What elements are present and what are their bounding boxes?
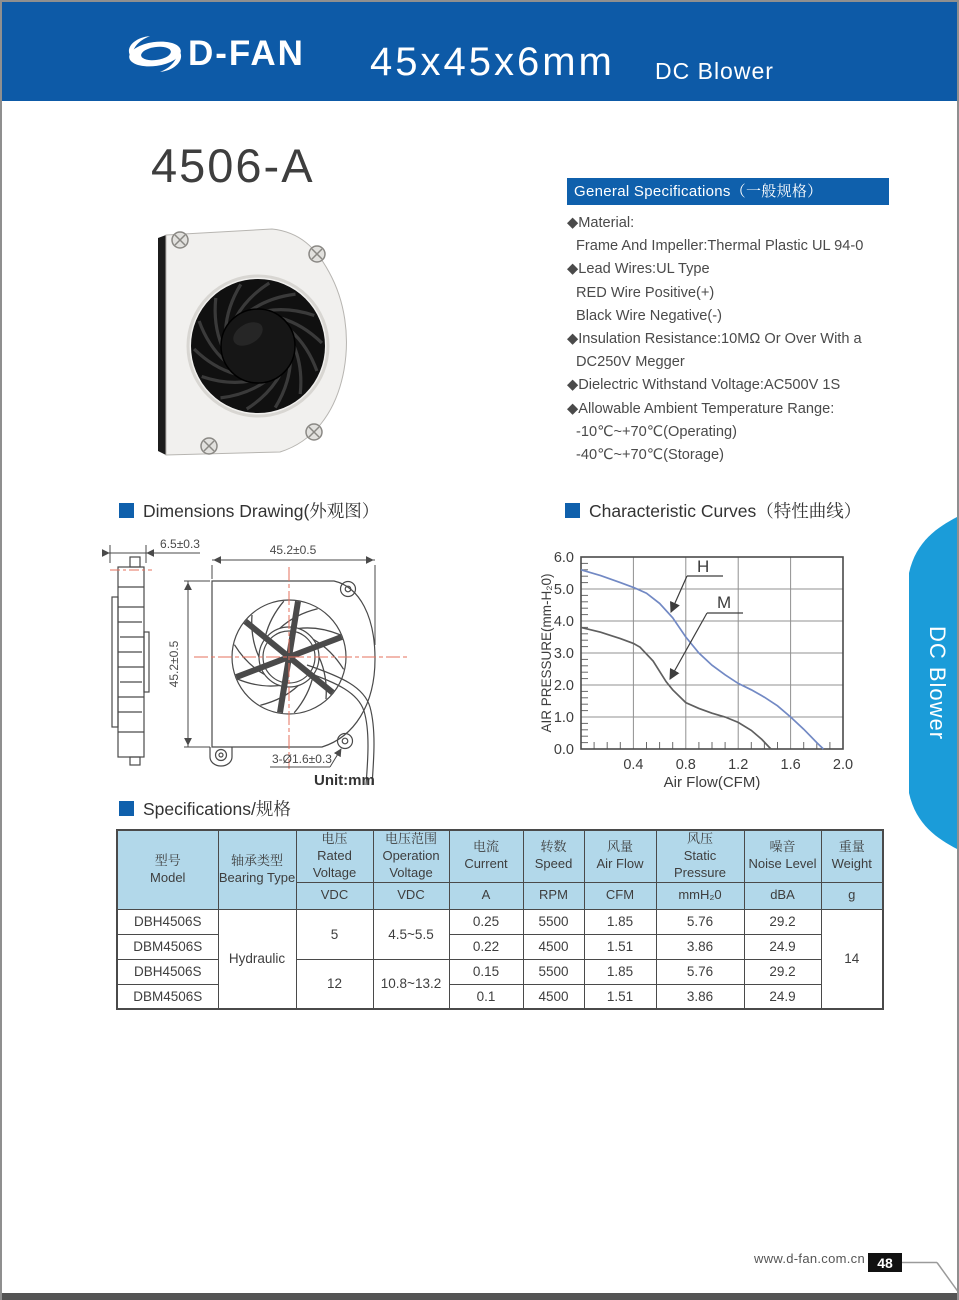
unit-header: CFM: [584, 882, 656, 909]
column-header: 噪音 Noise Level: [744, 830, 821, 882]
table-row: [117, 909, 883, 934]
footer-page-art: [865, 1245, 959, 1300]
y-tick-label: 2.0: [553, 678, 574, 694]
table-cell: 4.5~5.5: [373, 909, 449, 959]
column-header: 电压范围 Operation Voltage: [373, 830, 449, 882]
header-bar: [2, 2, 957, 101]
y-tick-label: 1.0: [553, 710, 574, 726]
hole-callout-label: 3-Ø1.6±0.3: [272, 752, 332, 766]
table-cell: 0.1: [449, 984, 523, 1009]
table-cell: 0.25: [449, 909, 523, 934]
curve-label: M: [717, 593, 732, 612]
table-cell: 5.76: [656, 959, 744, 984]
y-tick-label: 0.0: [553, 742, 574, 758]
y-axis-label: AIR PRESSURE(mm-H₂0): [539, 573, 554, 733]
general-specifications: [567, 178, 889, 467]
page-number: 48: [877, 1255, 893, 1271]
column-header: 电压 Rated Voltage: [296, 830, 373, 882]
x-tick-label: 0.4: [623, 757, 644, 773]
x-axis-label: Air Flow(CFM): [663, 774, 761, 791]
column-header: 风量 Air Flow: [584, 830, 656, 882]
characteristic-curves-chart: [537, 542, 902, 802]
brand-logo: [126, 32, 305, 76]
side-tab: [900, 515, 957, 856]
product-photo: [154, 224, 354, 471]
table-cell: 5500: [523, 959, 584, 984]
general-specs-title-bar: General Specifications（一般规格）: [567, 178, 889, 205]
table-cell: 12: [296, 959, 373, 1009]
brand-name: D-FAN: [188, 34, 305, 73]
spec-list-item: ◆Allowable Ambient Temperature Range:: [567, 400, 835, 417]
unit-header: VDC: [296, 882, 373, 909]
table-cell: 5: [296, 909, 373, 959]
unit-header: VDC: [373, 882, 449, 909]
table-cell: 3.86: [656, 934, 744, 959]
dimensions-drawing: [102, 537, 532, 807]
x-tick-label: 0.8: [675, 757, 696, 773]
section-bullet-icon: [565, 503, 580, 518]
section-heading-curves: Characteristic Curves（特性曲线）: [565, 498, 861, 523]
table-cell: 0.15: [449, 959, 523, 984]
spec-table: [116, 829, 884, 1010]
table-cell: 14: [821, 909, 883, 1009]
table-cell: DBH4506S: [117, 959, 218, 984]
column-header: 重量 Weight: [821, 830, 883, 882]
table-cell: 5.76: [656, 909, 744, 934]
unit-header: g: [821, 882, 883, 909]
model-title: 4506-A: [151, 139, 315, 192]
table-cell: 1.85: [584, 909, 656, 934]
table-cell: 29.2: [744, 909, 821, 934]
column-header: 型号 Model: [117, 830, 218, 909]
spec-list-item: ◆Lead Wires:UL Type: [567, 261, 710, 278]
spec-list-item: -10℃~+70℃(Operating): [576, 423, 737, 440]
dim-width-label: 45.2±0.5: [269, 543, 317, 557]
column-header: 轴承类型 Bearing Type: [218, 830, 296, 909]
column-header: 风压 Static Pressure: [656, 830, 744, 882]
dim-height-label: 45.2±0.5: [167, 640, 181, 688]
section-heading-dimensions: Dimensions Drawing(外观图）: [119, 498, 379, 523]
table-cell: 5500: [523, 909, 584, 934]
spec-list-item: ◆Material:: [567, 215, 635, 231]
table-cell: 0.22: [449, 934, 523, 959]
x-tick-label: 1.2: [728, 757, 749, 773]
spec-list-item: ◆Dielectric Withstand Voltage:AC500V 1S: [567, 377, 841, 394]
y-tick-label: 3.0: [553, 646, 574, 662]
side-view: [112, 557, 149, 765]
unit-header: A: [449, 882, 523, 909]
unit-header: dBA: [744, 882, 821, 909]
spec-list-item: RED Wire Positive(+): [576, 284, 715, 301]
y-tick-label: 6.0: [553, 550, 574, 566]
header-product-type: DC Blower: [655, 58, 774, 84]
curve-label: H: [697, 557, 710, 576]
unit-note: Unit:mm: [314, 772, 375, 789]
footer-url[interactable]: www.d-fan.com.cn: [754, 1251, 866, 1266]
table-cell: 24.9: [744, 984, 821, 1009]
table-cell: 1.51: [584, 984, 656, 1009]
table-cell: 4500: [523, 984, 584, 1009]
table-cell: DBH4506S: [117, 909, 218, 934]
column-header: 电流 Current: [449, 830, 523, 882]
table-cell: DBM4506S: [117, 984, 218, 1009]
bottom-bar: [2, 1293, 957, 1300]
dim-depth-label: 6.5±0.3: [160, 537, 200, 551]
table-cell: 1.85: [584, 959, 656, 984]
spec-list-item: -40℃~+70℃(Storage): [576, 447, 724, 464]
unit-header: mmH₂0: [656, 882, 744, 909]
section-bullet-icon: [119, 503, 134, 518]
height-dimension: [184, 581, 210, 747]
side-tab-label: DC Blower: [925, 625, 950, 741]
table-cell: 4500: [523, 934, 584, 959]
table-cell: DBM4506S: [117, 934, 218, 959]
unit-header: RPM: [523, 882, 584, 909]
spec-list-item: ◆Insulation Resistance:10MΩ Or Over With a: [567, 331, 862, 348]
general-specs-list: [567, 212, 889, 467]
table-cell: 1.51: [584, 934, 656, 959]
spec-list-item: Frame And Impeller:Thermal Plastic UL 94-0: [576, 238, 864, 255]
table-cell: 29.2: [744, 959, 821, 984]
x-tick-label: 2.0: [832, 757, 854, 773]
spec-list-item: Black Wire Negative(-): [576, 307, 722, 324]
photo-frame-side: [158, 235, 166, 455]
header-size-title: 45x45x6mm: [370, 40, 615, 84]
table-cell: 3.86: [656, 984, 744, 1009]
y-tick-label: 4.0: [553, 614, 574, 630]
brand-logo-icon: [126, 32, 184, 76]
section-heading-specifications: Specifications/规格: [119, 796, 291, 821]
x-tick-label: 1.6: [780, 757, 801, 773]
table-cell: Hydraulic: [218, 909, 296, 1009]
column-header: 转数 Speed: [523, 830, 584, 882]
table-cell: 24.9: [744, 934, 821, 959]
y-tick-label: 5.0: [553, 582, 574, 598]
table-cell: 10.8~13.2: [373, 959, 449, 1009]
spec-list-item: DC250V Megger: [576, 354, 685, 371]
